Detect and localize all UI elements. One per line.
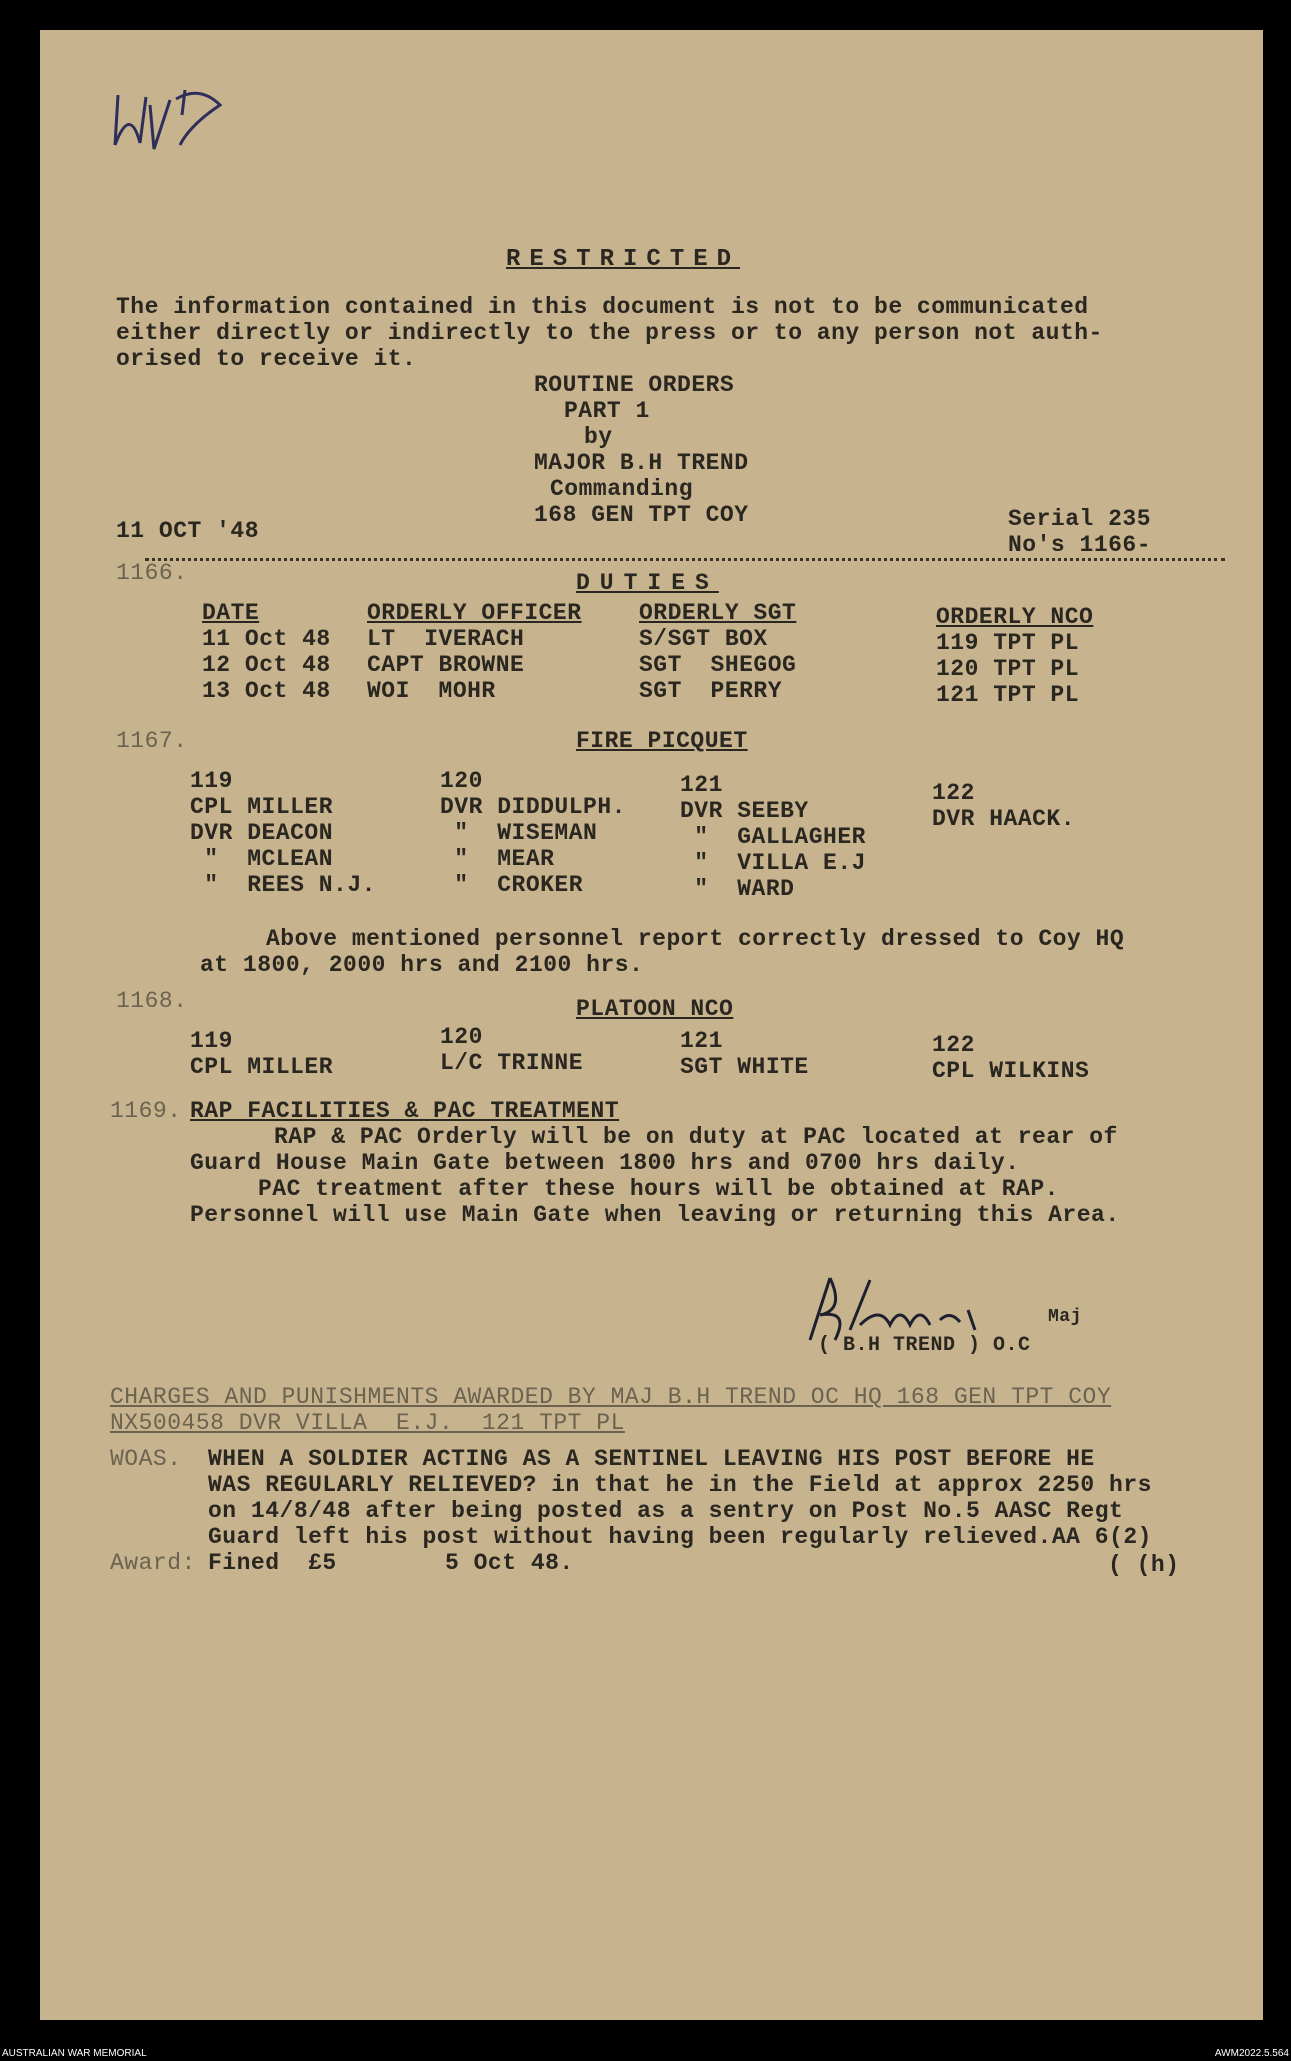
- footer-credit: AUSTRALIAN WAR MEMORIAL: [2, 2048, 147, 2059]
- rap-line: PAC treatment after these hours will be obtained at RAP.: [258, 1176, 1059, 1202]
- column-header: ORDERLY NCO: [936, 604, 1094, 630]
- signatory-rank: Maj: [1048, 1307, 1082, 1327]
- table-cell: SGT SHEGOG: [639, 652, 797, 678]
- table-cell: 11 Oct 48: [202, 626, 331, 652]
- picquet-member: " WISEMAN: [440, 820, 598, 846]
- table-cell: 121 TPT PL: [936, 682, 1080, 708]
- table-cell: 12 Oct 48: [202, 652, 331, 678]
- nco-name: L/C TRINNE: [440, 1050, 584, 1076]
- picquet-member: " VILLA E.J: [680, 850, 866, 876]
- picquet-member: DVR DEACON: [190, 820, 334, 846]
- rap-line: Guard House Main Gate between 1800 hrs and 0700 hrs daily.: [190, 1150, 1020, 1176]
- dotted-separator: [145, 558, 1225, 561]
- platoon-number: 122: [932, 1032, 975, 1058]
- table-cell: 120 TPT PL: [936, 656, 1080, 682]
- notice-line: either directly or indirectly to the press or to any person not auth-: [116, 320, 1103, 346]
- nco-name: CPL WILKINS: [932, 1058, 1090, 1084]
- column-header: ORDERLY OFFICER: [367, 600, 582, 626]
- table-cell: LT IVERACH: [367, 626, 525, 652]
- item-number: 1166.: [116, 560, 188, 586]
- nco-name: CPL MILLER: [190, 1054, 334, 1080]
- platoon-number: 119: [190, 768, 233, 794]
- award-date: 5 Oct 48.: [445, 1550, 574, 1576]
- picquet-member: " REES N.J.: [190, 872, 376, 898]
- order-numbers: No's 1166-: [1008, 532, 1152, 558]
- item-number: 1168.: [116, 988, 188, 1014]
- handwritten-initials: [110, 85, 240, 155]
- column-header: ORDERLY SGT: [639, 600, 797, 626]
- picquet-member: " MEAR: [440, 846, 555, 872]
- offence-line: Guard left his post without having been regularly relieved.AA 6(2): [208, 1524, 1152, 1550]
- award-value: Fined £5: [208, 1550, 337, 1576]
- document-page: [40, 30, 1263, 2020]
- offence-line: WAS REGULARLY RELIEVED? in that he in the Field at approx 2250 hrs: [208, 1472, 1152, 1498]
- section-heading: DUTIES: [576, 570, 719, 596]
- offence-line: on 14/8/48 after being posted as a sentry on Post No.5 AASC Regt: [208, 1498, 1124, 1524]
- platoon-number: 122: [932, 780, 975, 806]
- picquet-note: at 1800, 2000 hrs and 2100 hrs.: [200, 952, 644, 978]
- table-cell: SGT PERRY: [639, 678, 783, 704]
- nco-name: SGT WHITE: [680, 1054, 809, 1080]
- item-number: 1169.: [110, 1098, 182, 1124]
- column-header: DATE: [202, 600, 260, 626]
- platoon-number: 121: [680, 1028, 723, 1054]
- notice-line: orised to receive it.: [116, 346, 417, 372]
- offence-label: WOAS.: [110, 1446, 182, 1472]
- notice-line: The information contained in this document is not to be communicated: [116, 294, 1089, 320]
- title-line: MAJOR B.H TREND: [534, 450, 749, 476]
- table-cell: 13 Oct 48: [202, 678, 331, 704]
- picquet-member: DVR SEEBY: [680, 798, 809, 824]
- serial-number: Serial 235: [1008, 506, 1152, 532]
- picquet-member: " GALLAGHER: [680, 824, 866, 850]
- footer-accession: AWM2022.5.564: [1214, 2048, 1289, 2059]
- section-heading: PLATOON NCO: [576, 996, 734, 1022]
- picquet-member: DVR HAACK.: [932, 806, 1076, 832]
- platoon-number: 119: [190, 1028, 233, 1054]
- award-label: Award:: [110, 1550, 196, 1576]
- title-line: PART 1: [564, 398, 650, 424]
- platoon-number: 120: [440, 1024, 483, 1050]
- title-line: ROUTINE ORDERS: [534, 372, 735, 398]
- order-date: 11 OCT '48: [116, 518, 260, 544]
- picquet-member: DVR DIDDULPH.: [440, 794, 626, 820]
- platoon-number: 120: [440, 768, 483, 794]
- charged-soldier: NX500458 DVR VILLA E.J. 121 TPT PL: [110, 1410, 625, 1436]
- section-heading: RAP FACILITIES & PAC TREATMENT: [190, 1098, 620, 1124]
- classification-heading: RESTRICTED: [506, 246, 741, 273]
- picquet-note: Above mentioned personnel report correctly dressed to Coy HQ: [266, 926, 1125, 952]
- title-line: by: [584, 424, 613, 450]
- picquet-member: " MCLEAN: [190, 846, 334, 872]
- table-cell: S/SGT BOX: [639, 626, 768, 652]
- table-cell: 119 TPT PL: [936, 630, 1080, 656]
- section-heading: FIRE PICQUET: [576, 728, 748, 754]
- item-number: 1167.: [116, 728, 188, 754]
- picquet-member: CPL MILLER: [190, 794, 334, 820]
- offence-line: WHEN A SOLDIER ACTING AS A SENTINEL LEAVING HIS POST BEFORE HE: [208, 1446, 1095, 1472]
- title-line: Commanding: [550, 476, 694, 502]
- picquet-member: " WARD: [680, 876, 795, 902]
- title-line: 168 GEN TPT COY: [534, 502, 749, 528]
- platoon-number: 121: [680, 772, 723, 798]
- table-cell: CAPT BROWNE: [367, 652, 525, 678]
- table-cell: WOI MOHR: [367, 678, 496, 704]
- section-reference: ( (h): [1108, 1552, 1180, 1578]
- signatory-name: ( B.H TREND ) O.C: [818, 1334, 1031, 1357]
- rap-line: RAP & PAC Orderly will be on duty at PAC located at rear of: [274, 1124, 1118, 1150]
- picquet-member: " CROKER: [440, 872, 584, 898]
- rap-line: Personnel will use Main Gate when leaving or returning this Area.: [190, 1202, 1120, 1228]
- charges-heading: CHARGES AND PUNISHMENTS AWARDED BY MAJ B.H TREND OC HQ 168 GEN TPT COY: [110, 1384, 1112, 1410]
